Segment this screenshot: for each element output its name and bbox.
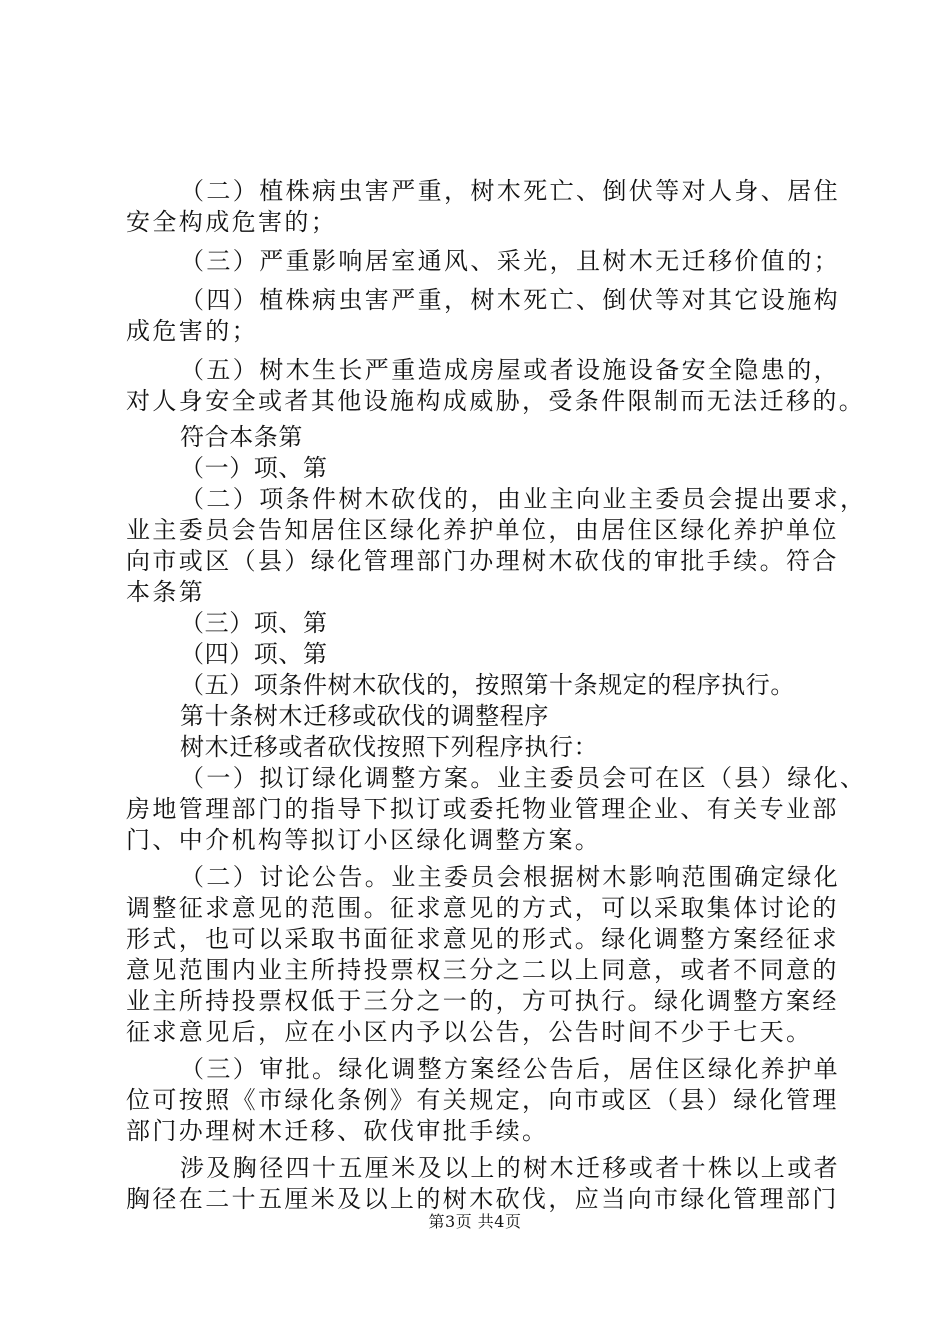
paragraph-line: 部门办理树木迁移、砍伐审批手续。: [126, 1117, 549, 1145]
paragraph-line: 意见范围内业主所持投票权三分之二以上同意，或者不同意的: [126, 956, 839, 984]
paragraph-line: （四）植株病虫害严重，树木死亡、倒伏等对其它设施构: [180, 286, 840, 314]
paragraph-line: （四）项、第: [180, 640, 328, 668]
paragraph-line: 涉及胸径四十五厘米及以上的树木迁移或者十株以上或者: [180, 1154, 840, 1182]
paragraph-line: （二）植株病虫害严重，树木死亡、倒伏等对人身、居住: [180, 177, 840, 205]
paragraph-line: 业主委员会告知居住区绿化养护单位，由居住区绿化养护单位: [126, 516, 839, 544]
paragraph-line: 门、中介机构等拟订小区绿化调整方案。: [126, 826, 602, 854]
paragraph-line: 胸径在二十五厘米及以上的树木砍伐，应当向市绿化管理部门: [126, 1185, 839, 1213]
paragraph-line: （五）项条件树木砍伐的，按照第十条规定的程序执行。: [180, 671, 795, 699]
paragraph-line: （三）审批。绿化调整方案经公告后，居住区绿化养护单: [180, 1055, 840, 1083]
paragraph-line: （一）项、第: [180, 454, 328, 482]
paragraph-line: （三）严重影响居室通风、采光，且树木无迁移价值的；: [180, 247, 840, 275]
paragraph-line: 征求意见后，应在小区内予以公告，公告时间不少于七天。: [126, 1018, 813, 1046]
paragraph-line: 成危害的；: [126, 317, 258, 345]
paragraph-line: （一）拟订绿化调整方案。业主委员会可在区（县）绿化、: [180, 764, 867, 792]
paragraph-line: 符合本条第: [180, 423, 303, 451]
paragraph-line: （三）项、第: [180, 609, 328, 637]
paragraph-line: 形式，也可以采取书面征求意见的形式。绿化调整方案经征求: [126, 925, 839, 953]
text-block-procedures: [126, 422, 867, 1215]
paragraph-line: 调整征求意见的范围。征求意见的方式，可以采取集体讨论的: [126, 894, 839, 922]
paragraph-line: 向市或区（县）绿化管理部门办理树木砍伐的审批手续。符合: [126, 547, 839, 575]
paragraph-line: 本条第: [126, 578, 206, 606]
paragraph-line: 安全构成危害的；: [126, 208, 338, 236]
page-number-footer: 第3页 共4页: [428, 1212, 522, 1231]
paragraph-line: 房地管理部门的指导下拟订或委托物业管理企业、有关专业部: [126, 795, 839, 823]
paragraph-line: 位可按照《市绿化条例》有关规定，向市或区（县）绿化管理: [126, 1086, 839, 1114]
paragraph-line: 对人身安全或者其他设施构成威胁，受条件限制而无法迁移的。: [126, 387, 866, 415]
section-heading: 第十条树木迁移或砍伐的调整程序: [180, 702, 549, 730]
paragraph-line: （二）讨论公告。业主委员会根据树木影响范围确定绿化: [180, 863, 840, 891]
paragraph-line: 树木迁移或者砍伐按照下列程序执行：: [180, 733, 599, 761]
paragraph-line: （五）树木生长严重造成房屋或者设施设备安全隐患的，: [180, 356, 840, 384]
paragraph-line: （二）项条件树木砍伐的，由业主向业主委员会提出要求，: [180, 485, 867, 513]
text-block-conditions: [126, 176, 866, 417]
paragraph-line: 业主所持投票权低于三分之一的，方可执行。绿化调整方案经: [126, 987, 839, 1015]
